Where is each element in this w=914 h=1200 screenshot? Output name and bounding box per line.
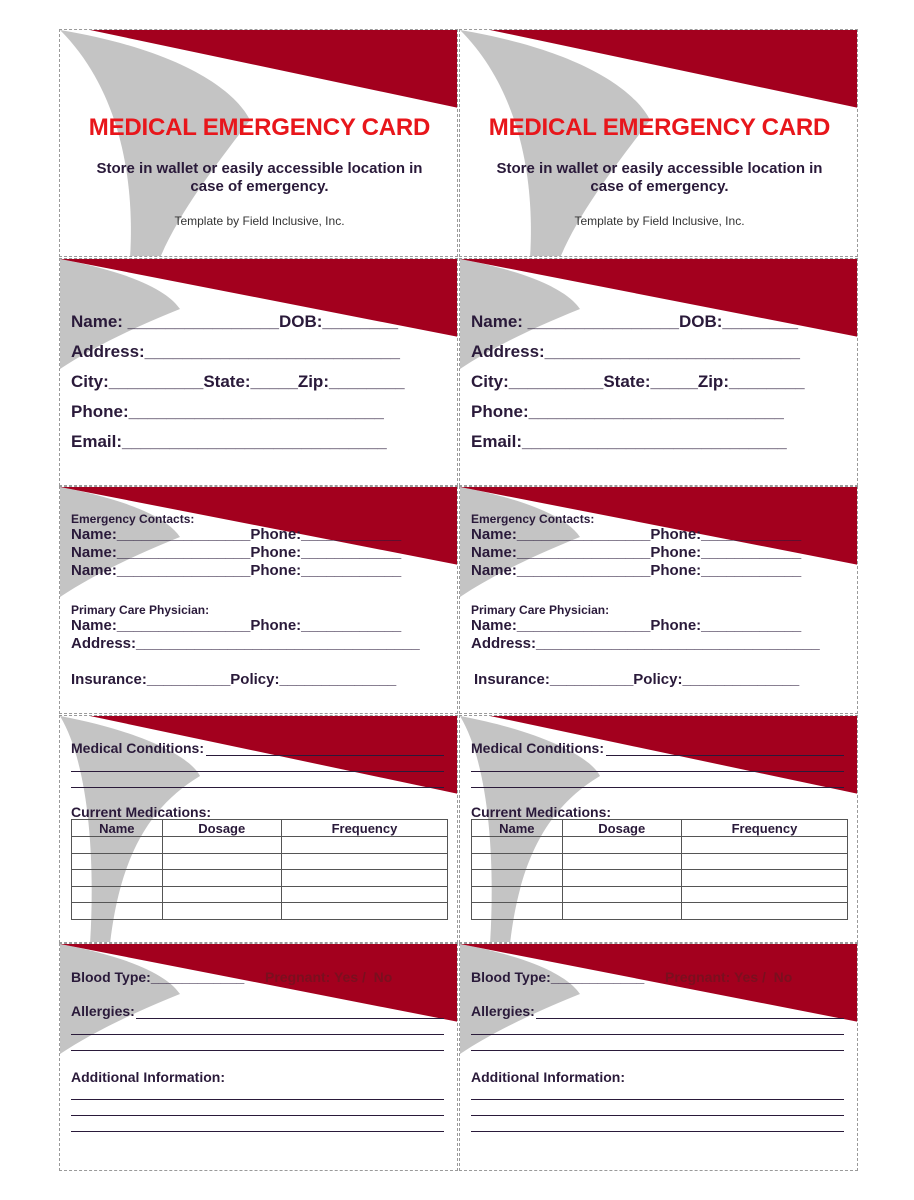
cover-credit: Template by Field Inclusive, Inc.: [574, 214, 745, 228]
card-sheet: [59, 29, 859, 1172]
address-field[interactable]: Address:___________________________: [471, 342, 800, 361]
col-dosage-header: Dosage: [162, 820, 281, 837]
cover-subtitle-line: Store in wallet or easily accessible location in: [96, 160, 423, 177]
city-state-zip-field[interactable]: City:__________State:_____Zip:________: [71, 372, 405, 391]
conditions-line[interactable]: [71, 771, 444, 772]
allergies-line[interactable]: [71, 1034, 444, 1035]
cover-title: MEDICAL EMERGENCY CARD: [88, 114, 431, 141]
table-row: [72, 837, 448, 854]
table-row: [472, 903, 848, 920]
table-row: [472, 837, 848, 854]
cover-subtitle: [80, 160, 439, 196]
personal-info-card: [59, 258, 458, 486]
physician-row[interactable]: Name:________________Phone:____________: [471, 617, 802, 634]
emergency-contact-row[interactable]: Name:________________Phone:____________: [471, 562, 802, 579]
table-row: [472, 853, 848, 870]
pregnant-field[interactable]: Pregnant: Yes / No: [265, 969, 393, 985]
personal-info-card: [459, 258, 858, 486]
email-field[interactable]: Email:____________________________: [471, 432, 787, 451]
conditions-line[interactable]: [471, 787, 844, 788]
conditions-line[interactable]: [606, 755, 844, 756]
table-row: [472, 886, 848, 903]
cover-title: MEDICAL EMERGENCY CARD: [488, 114, 831, 141]
cover-card: [59, 29, 458, 257]
emergency-contacts-card: [59, 486, 458, 714]
conditions-line[interactable]: [471, 771, 844, 772]
medical-conditions-card: [459, 715, 858, 943]
conditions-line[interactable]: [206, 755, 444, 756]
medical-conditions-label: Medical Conditions:: [471, 740, 604, 756]
additional-info-line[interactable]: [471, 1131, 844, 1132]
table-row: [72, 886, 448, 903]
phone-field[interactable]: Phone:___________________________: [71, 402, 384, 421]
emergency-contact-row[interactable]: Name:________________Phone:____________: [71, 526, 402, 543]
blood-type-field[interactable]: Blood Type:____________: [71, 969, 245, 985]
blood-type-field[interactable]: Blood Type:____________: [471, 969, 645, 985]
name-dob-field[interactable]: Name: ________________DOB:________: [471, 312, 799, 331]
address-field[interactable]: Address:___________________________: [71, 342, 400, 361]
allergies-label: Allergies:: [71, 1003, 135, 1019]
emergency-contact-row[interactable]: Name:________________Phone:____________: [71, 562, 402, 579]
col-frequency-header: Frequency: [281, 820, 447, 837]
allergies-line[interactable]: [71, 1050, 444, 1051]
cover-card: [459, 29, 858, 257]
emergency-contact-row[interactable]: Name:________________Phone:____________: [71, 544, 402, 561]
cover-subtitle: [480, 160, 839, 196]
allergies-line[interactable]: [536, 1018, 844, 1019]
additional-info-line[interactable]: [471, 1115, 844, 1116]
additional-info-line[interactable]: [471, 1099, 844, 1100]
table-row: [72, 853, 448, 870]
medications-table: [471, 819, 848, 920]
physician-row[interactable]: Name:________________Phone:____________: [71, 617, 402, 634]
additional-info-card: [459, 943, 858, 1171]
col-frequency-header: Frequency: [681, 820, 847, 837]
allergies-label: Allergies:: [471, 1003, 535, 1019]
medical-conditions-card: [59, 715, 458, 943]
current-medications-label: Current Medications:: [471, 804, 612, 820]
physician-address-field[interactable]: Address:__________________________________: [71, 635, 420, 652]
additional-info-line[interactable]: [71, 1099, 444, 1100]
additional-info-label: Additional Information:: [471, 1069, 625, 1085]
cover-subtitle-line: case of emergency.: [590, 178, 729, 195]
pregnant-field[interactable]: Pregnant: Yes / No: [665, 969, 793, 985]
insurance-field[interactable]: Insurance:__________Policy:______________: [474, 671, 800, 688]
col-name-header: Name: [472, 820, 563, 837]
allergies-line[interactable]: [136, 1018, 444, 1019]
emergency-contacts-heading: Emergency Contacts:: [71, 512, 195, 526]
physician-address-field[interactable]: Address:__________________________________: [471, 635, 820, 652]
current-medications-label: Current Medications:: [71, 804, 212, 820]
phone-field[interactable]: Phone:___________________________: [471, 402, 784, 421]
emergency-contact-row[interactable]: Name:________________Phone:____________: [471, 544, 802, 561]
allergies-line[interactable]: [471, 1050, 844, 1051]
name-dob-field[interactable]: Name: ________________DOB:________: [71, 312, 399, 331]
cover-subtitle-line: case of emergency.: [190, 178, 329, 195]
city-state-zip-field[interactable]: City:__________State:_____Zip:________: [471, 372, 805, 391]
additional-info-line[interactable]: [71, 1115, 444, 1116]
cover-subtitle-line: Store in wallet or easily accessible location in: [496, 160, 823, 177]
table-row: [72, 870, 448, 887]
table-row: [472, 870, 848, 887]
medications-table: [71, 819, 448, 920]
email-field[interactable]: Email:____________________________: [71, 432, 387, 451]
emergency-contacts-card: [459, 486, 858, 714]
cover-credit: Template by Field Inclusive, Inc.: [174, 214, 345, 228]
table-row: [72, 903, 448, 920]
emergency-contacts-heading: Emergency Contacts:: [471, 512, 595, 526]
physician-heading: Primary Care Physician:: [71, 603, 210, 617]
allergies-line[interactable]: [471, 1034, 844, 1035]
additional-info-label: Additional Information:: [71, 1069, 225, 1085]
conditions-line[interactable]: [71, 787, 444, 788]
insurance-field[interactable]: Insurance:__________Policy:______________: [71, 671, 397, 688]
emergency-contact-row[interactable]: Name:________________Phone:____________: [471, 526, 802, 543]
additional-info-line[interactable]: [71, 1131, 444, 1132]
col-name-header: Name: [72, 820, 163, 837]
col-dosage-header: Dosage: [562, 820, 681, 837]
medical-conditions-label: Medical Conditions:: [71, 740, 204, 756]
additional-info-card: [59, 943, 458, 1171]
physician-heading: Primary Care Physician:: [471, 603, 610, 617]
